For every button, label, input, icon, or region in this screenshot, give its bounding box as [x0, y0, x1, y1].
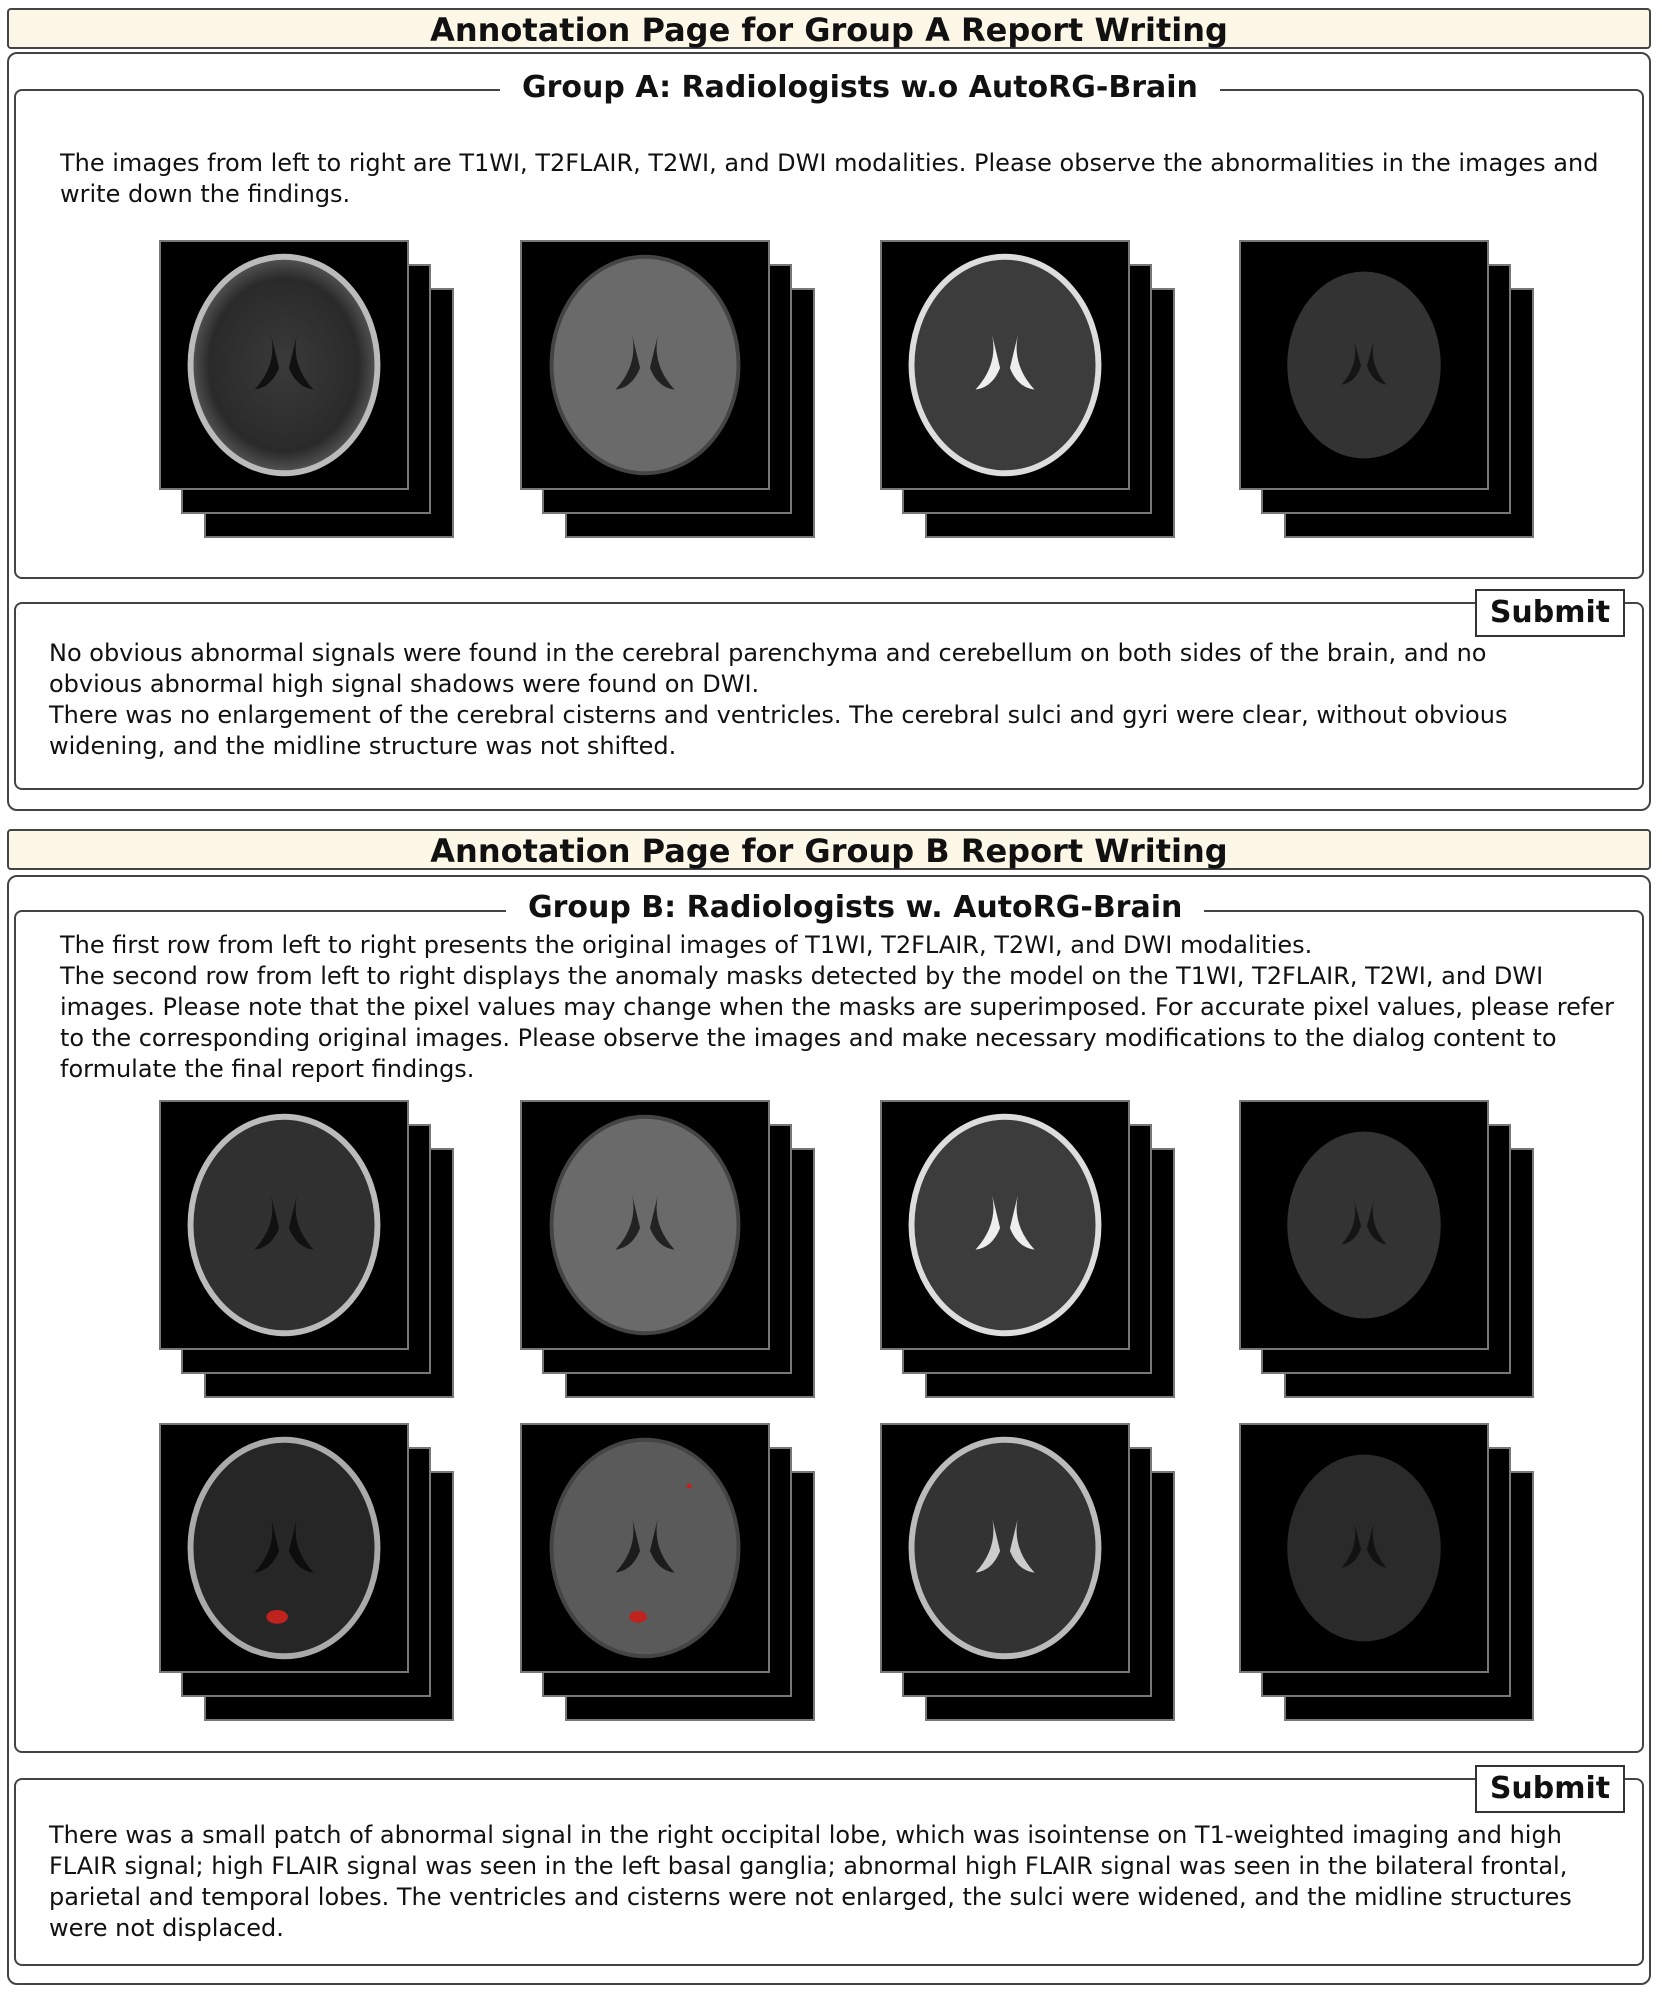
t2flair-original-scan	[522, 1102, 768, 1348]
group-a-findings-text[interactable]	[49, 638, 1579, 762]
t2flair-image-stack[interactable]	[520, 240, 820, 545]
dwi-brain-scan	[1241, 242, 1487, 488]
t1wi-original-scan	[161, 1102, 407, 1348]
dwi-original-stack[interactable]	[1239, 1100, 1539, 1405]
t2wi-original-scan	[882, 1102, 1128, 1348]
findings-line: There was no enlargement of the cerebral cisterns and ventricles. The cerebral sulci and gyri were clear, without obvious widening, and the midline structure was not shifted.	[49, 701, 1508, 760]
t1wi-original-stack[interactable]	[159, 1100, 459, 1405]
anomaly-mask-region	[629, 1611, 647, 1623]
group-a-page-header: Annotation Page for Group A Report Writing	[7, 8, 1651, 49]
group-b-findings-text[interactable]	[49, 1820, 1579, 1944]
group-a-title: Group A: Radiologists w.o AutoRG-Brain	[500, 70, 1220, 106]
t2flair-brain-scan	[522, 242, 768, 488]
t1wi-brain-scan	[161, 242, 407, 488]
group-a-submit-button[interactable]: Submit	[1475, 589, 1625, 637]
t1wi-image-stack[interactable]	[159, 240, 459, 545]
instruction-line: The first row from left to right presents the original images of T1WI, T2FLAIR, T2WI, and DWI modalities.	[60, 931, 1313, 959]
t2wi-mask-scan	[882, 1425, 1128, 1671]
anomaly-mask-region	[266, 1610, 288, 1624]
t1wi-mask-scan	[161, 1425, 407, 1671]
t2wi-original-stack[interactable]	[880, 1100, 1180, 1405]
findings-line: No obvious abnormal signals were found in the cerebral parenchyma and cerebellum on both sides of the brain, and no obvious abnormal high signal shadows were found on DWI.	[49, 639, 1487, 698]
t2wi-mask-stack[interactable]	[880, 1423, 1180, 1728]
group-b-page-header: Annotation Page for Group B Report Writing	[7, 829, 1651, 870]
t2wi-image-stack[interactable]	[880, 240, 1180, 545]
instruction-line: The second row from left to right displays the anomaly masks detected by the model on the T1WI, T2FLAIR, T2WI, and DWI images. Please note that the pixel values may change when the masks are superimposed. For accurate pixel values, please refer to the corresponding original images. Please observe the images and make necessary modifications to the dialog content to formulate the final report findings.	[60, 962, 1614, 1083]
t2flair-original-stack[interactable]	[520, 1100, 820, 1405]
group-b-submit-button[interactable]: Submit	[1475, 1765, 1625, 1813]
findings-line: There was a small patch of abnormal signal in the right occipital lobe, which was isointense on T1-weighted imaging and high FLAIR signal; high FLAIR signal was seen in the left basal ganglia; abnormal high FLAIR signal was seen in the bilateral frontal, parietal and temporal lobes. The ventricles and cisterns were not enlarged, the sulci were widened, and the midline structures were not displaced.	[49, 1821, 1572, 1942]
group-b-instructions	[60, 930, 1620, 1085]
instruction-line: The images from left to right are T1WI, T2FLAIR, T2WI, and DWI modalities. Please observe the abnormalities in the images and write down the findings.	[60, 149, 1599, 208]
dwi-image-stack[interactable]	[1239, 240, 1539, 545]
t2wi-brain-scan	[882, 242, 1128, 488]
anomaly-mask-region	[687, 1484, 692, 1489]
dwi-original-scan	[1241, 1102, 1487, 1348]
group-a-instructions	[60, 148, 1620, 210]
dwi-mask-scan	[1241, 1425, 1487, 1671]
t1wi-mask-stack[interactable]	[159, 1423, 459, 1728]
t2flair-mask-scan	[522, 1425, 768, 1671]
dwi-mask-stack[interactable]	[1239, 1423, 1539, 1728]
t2flair-mask-stack[interactable]	[520, 1423, 820, 1728]
group-b-title: Group B: Radiologists w. AutoRG-Brain	[506, 890, 1204, 926]
